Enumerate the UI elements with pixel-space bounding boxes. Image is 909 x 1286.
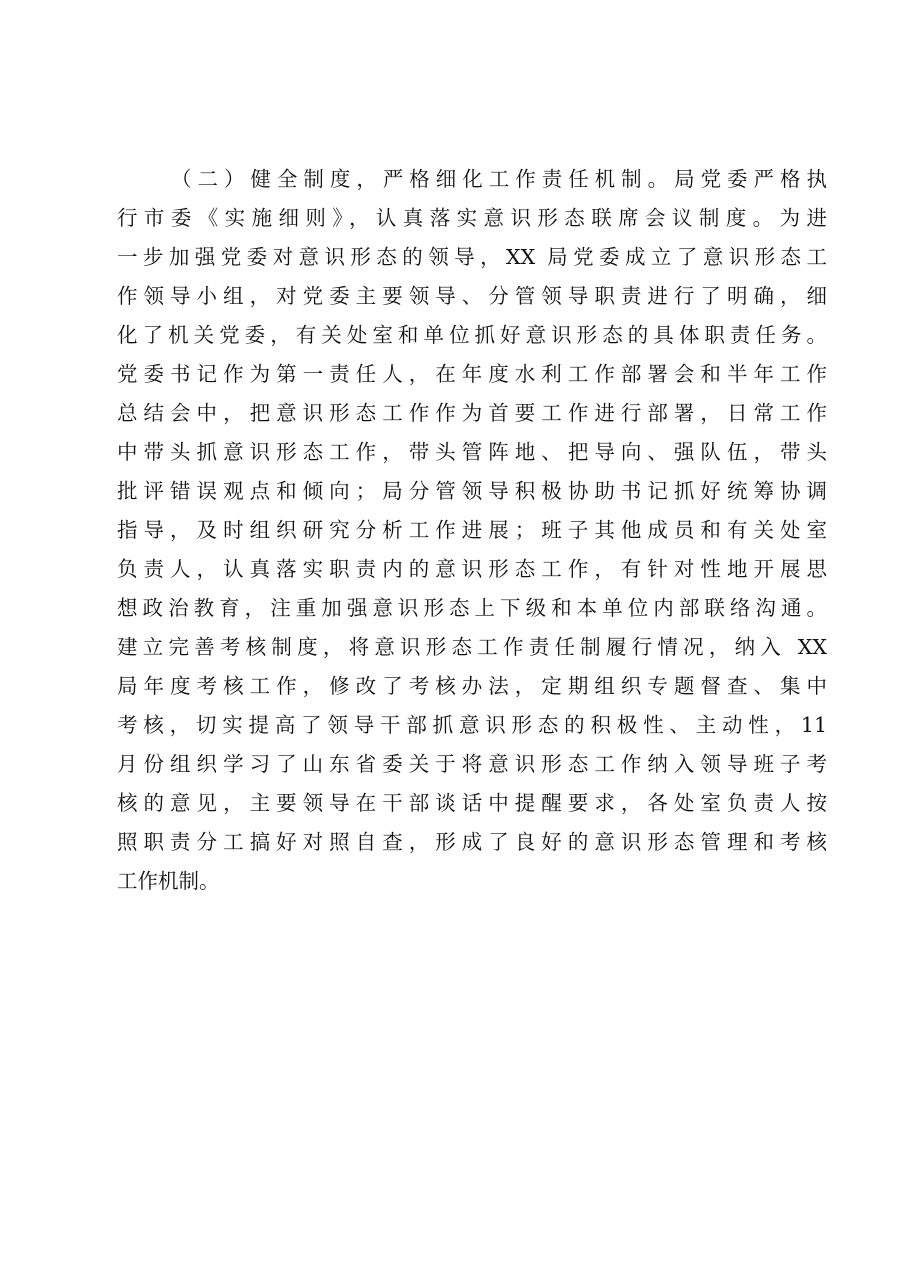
paragraph-line: 核的意见，主要领导在干部谈话中提醒要求，各处室负责人按 bbox=[117, 791, 827, 815]
paragraph-line: 化了机关党委，有关处室和单位抓好意识形态的具体职责任务。 bbox=[117, 323, 827, 347]
paragraph-line: 局年度考核工作，修改了考核办法，定期组织专题督查、集中 bbox=[117, 674, 827, 698]
paragraph-line: 总结会中，把意识形态工作作为首要工作进行部署，日常工作 bbox=[117, 401, 827, 425]
paragraph-line: 党委书记作为第一责任人，在年度水利工作部署会和半年工作 bbox=[117, 362, 827, 386]
paragraph-line: 想政治教育，注重加强意识形态上下级和本单位内部联络沟通。 bbox=[117, 596, 827, 620]
paragraph-line: 指导，及时组织研究分析工作进展；班子其他成员和有关处室 bbox=[117, 518, 827, 542]
paragraph-line: 月份组织学习了山东省委关于将意识形态工作纳入领导班子考 bbox=[117, 752, 827, 776]
paragraph-line: 照职责分工搞好对照自查，形成了良好的意识形态管理和考核 bbox=[117, 830, 827, 854]
paragraph-line: 负责人，认真落实职责内的意识形态工作，有针对性地开展思 bbox=[117, 557, 827, 581]
paragraph-line: 批评错误观点和倾向；局分管领导积极协助书记抓好统筹协调 bbox=[117, 479, 827, 503]
paragraph-line: 中带头抓意识形态工作，带头管阵地、把导向、强队伍，带头 bbox=[117, 440, 827, 464]
paragraph-line: 行市委《实施细则》，认真落实意识形态联席会议制度。为进 bbox=[117, 206, 827, 230]
paragraph-line: （二）健全制度，严格细化工作责任机制。局党委严格执 bbox=[171, 167, 827, 191]
paragraph-line: 工作机制。 bbox=[117, 869, 220, 893]
paragraph bbox=[117, 160, 827, 901]
paragraph-line: 考核，切实提高了领导干部抓意识形态的积极性、主动性，11 bbox=[117, 713, 827, 737]
paragraph-line: 作领导小组，对党委主要领导、分管领导职责进行了明确，细 bbox=[117, 284, 827, 308]
paragraph-line: 一步加强党委对意识形态的领导，XX 局党委成立了意识形态工 bbox=[117, 245, 827, 269]
paragraph-line: 建立完善考核制度，将意识形态工作责任制履行情况，纳入 XX bbox=[117, 635, 827, 659]
